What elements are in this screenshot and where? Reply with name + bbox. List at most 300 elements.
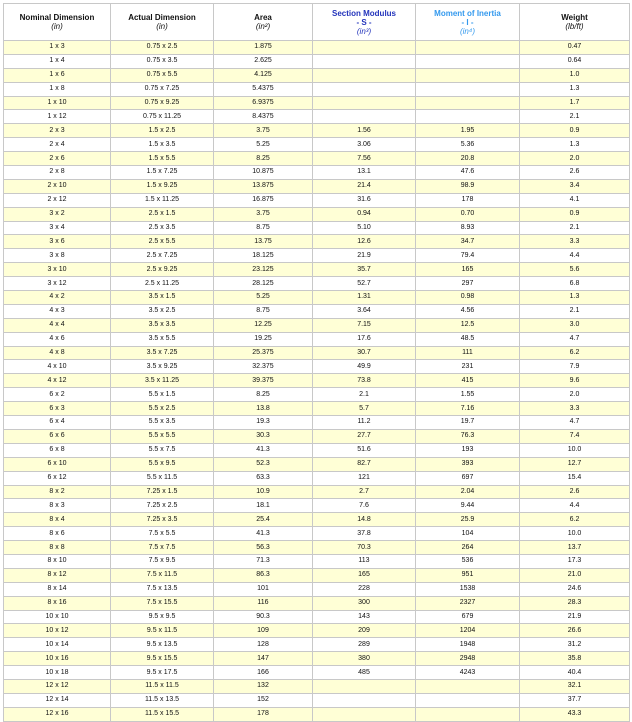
nominal-cell: 10 x 14 <box>4 638 111 652</box>
section-modulus-cell: 113 <box>313 554 416 568</box>
weight-cell: 31.2 <box>520 638 630 652</box>
actual-cell: 7.25 x 2.5 <box>111 499 214 513</box>
table-row <box>4 152 630 166</box>
weight-cell: 0.9 <box>520 124 630 138</box>
area-cell: 3.75 <box>214 207 313 221</box>
column-header-title: Section Modulus <box>332 8 396 18</box>
table-header <box>4 4 630 41</box>
section-modulus-cell <box>313 693 416 707</box>
nominal-cell: 10 x 12 <box>4 624 111 638</box>
column-header-area <box>214 4 313 41</box>
nominal-cell: 8 x 6 <box>4 527 111 541</box>
nominal-cell: 2 x 8 <box>4 166 111 180</box>
nominal-cell: 12 x 16 <box>4 707 111 721</box>
column-header-title: Actual Dimension <box>128 13 196 22</box>
moment-of-inertia-cell: 98.9 <box>416 179 520 193</box>
actual-cell: 7.5 x 13.5 <box>111 582 214 596</box>
nominal-cell: 6 x 12 <box>4 471 111 485</box>
nominal-cell: 3 x 8 <box>4 249 111 263</box>
actual-cell: 2.5 x 9.25 <box>111 263 214 277</box>
nominal-cell: 8 x 14 <box>4 582 111 596</box>
section-modulus-cell: 143 <box>313 610 416 624</box>
actual-cell: 5.5 x 11.5 <box>111 471 214 485</box>
moment-of-inertia-cell: 104 <box>416 527 520 541</box>
area-cell: 2.625 <box>214 54 313 68</box>
moment-of-inertia-cell: 0.70 <box>416 207 520 221</box>
table-row <box>4 221 630 235</box>
area-cell: 18.1 <box>214 499 313 513</box>
actual-cell: 3.5 x 7.25 <box>111 346 214 360</box>
nominal-cell: 1 x 3 <box>4 41 111 55</box>
area-cell: 13.75 <box>214 235 313 249</box>
actual-cell: 3.5 x 1.5 <box>111 291 214 305</box>
actual-cell: 3.5 x 9.25 <box>111 360 214 374</box>
nominal-cell: 4 x 12 <box>4 374 111 388</box>
area-cell: 166 <box>214 666 313 680</box>
actual-cell: 9.5 x 11.5 <box>111 624 214 638</box>
section-modulus-cell: 31.6 <box>313 193 416 207</box>
weight-cell: 4.4 <box>520 499 630 513</box>
weight-cell: 0.64 <box>520 54 630 68</box>
area-cell: 52.3 <box>214 457 313 471</box>
section-modulus-cell: 27.7 <box>313 429 416 443</box>
actual-cell: 7.5 x 5.5 <box>111 527 214 541</box>
actual-cell: 0.75 x 11.25 <box>111 110 214 124</box>
actual-cell: 7.25 x 3.5 <box>111 513 214 527</box>
actual-cell: 0.75 x 5.5 <box>111 68 214 82</box>
table-row <box>4 304 630 318</box>
weight-cell: 1.7 <box>520 96 630 110</box>
area-cell: 10.875 <box>214 166 313 180</box>
actual-cell: 2.5 x 3.5 <box>111 221 214 235</box>
weight-cell: 32.1 <box>520 679 630 693</box>
moment-of-inertia-cell: 536 <box>416 554 520 568</box>
weight-cell: 4.1 <box>520 193 630 207</box>
table-row <box>4 679 630 693</box>
actual-cell: 5.5 x 9.5 <box>111 457 214 471</box>
nominal-cell: 1 x 10 <box>4 96 111 110</box>
moment-of-inertia-cell <box>416 54 520 68</box>
nominal-cell: 10 x 10 <box>4 610 111 624</box>
table-row <box>4 277 630 291</box>
area-cell: 116 <box>214 596 313 610</box>
actual-cell: 1.5 x 5.5 <box>111 152 214 166</box>
actual-cell: 3.5 x 5.5 <box>111 332 214 346</box>
actual-cell: 3.5 x 11.25 <box>111 374 214 388</box>
table-row <box>4 179 630 193</box>
column-header-weight <box>520 4 630 41</box>
section-modulus-cell: 300 <box>313 596 416 610</box>
table-row <box>4 499 630 513</box>
table-row <box>4 652 630 666</box>
section-modulus-cell: 485 <box>313 666 416 680</box>
moment-of-inertia-cell <box>416 679 520 693</box>
weight-cell: 3.3 <box>520 235 630 249</box>
nominal-cell: 4 x 2 <box>4 291 111 305</box>
weight-cell: 9.6 <box>520 374 630 388</box>
weight-cell: 12.7 <box>520 457 630 471</box>
moment-of-inertia-cell <box>416 110 520 124</box>
actual-cell: 2.5 x 11.25 <box>111 277 214 291</box>
area-cell: 25.375 <box>214 346 313 360</box>
moment-of-inertia-cell: 4243 <box>416 666 520 680</box>
actual-cell: 7.25 x 1.5 <box>111 485 214 499</box>
actual-cell: 9.5 x 13.5 <box>111 638 214 652</box>
nominal-cell: 10 x 16 <box>4 652 111 666</box>
actual-cell: 3.5 x 3.5 <box>111 318 214 332</box>
weight-cell: 24.6 <box>520 582 630 596</box>
nominal-cell: 2 x 3 <box>4 124 111 138</box>
actual-cell: 7.5 x 15.5 <box>111 596 214 610</box>
table-row <box>4 416 630 430</box>
actual-cell: 9.5 x 17.5 <box>111 666 214 680</box>
nominal-cell: 6 x 2 <box>4 388 111 402</box>
area-cell: 13.875 <box>214 179 313 193</box>
moment-of-inertia-cell: 0.98 <box>416 291 520 305</box>
actual-cell: 1.5 x 2.5 <box>111 124 214 138</box>
moment-of-inertia-cell: 19.7 <box>416 416 520 430</box>
section-modulus-cell <box>313 707 416 721</box>
actual-cell: 1.5 x 9.25 <box>111 179 214 193</box>
section-modulus-cell: 21.9 <box>313 249 416 263</box>
actual-cell: 11.5 x 11.5 <box>111 679 214 693</box>
actual-cell: 1.5 x 11.25 <box>111 193 214 207</box>
column-header-nominal-dimension <box>4 4 111 41</box>
table-row <box>4 68 630 82</box>
nominal-cell: 6 x 8 <box>4 443 111 457</box>
nominal-cell: 3 x 4 <box>4 221 111 235</box>
column-header-unit: (in) <box>51 22 63 31</box>
nominal-cell: 8 x 4 <box>4 513 111 527</box>
area-cell: 132 <box>214 679 313 693</box>
area-cell: 1.875 <box>214 41 313 55</box>
moment-of-inertia-cell: 12.5 <box>416 318 520 332</box>
actual-cell: 2.5 x 1.5 <box>111 207 214 221</box>
weight-cell: 26.6 <box>520 624 630 638</box>
section-modulus-cell: 35.7 <box>313 263 416 277</box>
nominal-cell: 2 x 10 <box>4 179 111 193</box>
area-cell: 12.25 <box>214 318 313 332</box>
actual-cell: 7.5 x 7.5 <box>111 541 214 555</box>
weight-cell: 35.8 <box>520 652 630 666</box>
weight-cell: 2.1 <box>520 304 630 318</box>
section-modulus-cell: 49.9 <box>313 360 416 374</box>
area-cell: 32.375 <box>214 360 313 374</box>
section-modulus-cell <box>313 41 416 55</box>
table-row <box>4 82 630 96</box>
moment-of-inertia-cell: 264 <box>416 541 520 555</box>
area-cell: 5.25 <box>214 138 313 152</box>
moment-of-inertia-cell: 2327 <box>416 596 520 610</box>
weight-cell: 21.0 <box>520 568 630 582</box>
table-row <box>4 596 630 610</box>
weight-cell: 17.3 <box>520 554 630 568</box>
table-row <box>4 457 630 471</box>
weight-cell: 2.1 <box>520 110 630 124</box>
actual-cell: 0.75 x 3.5 <box>111 54 214 68</box>
table-row <box>4 485 630 499</box>
table-row <box>4 541 630 555</box>
actual-cell: 3.5 x 2.5 <box>111 304 214 318</box>
column-header-actual-dimension <box>111 4 214 41</box>
actual-cell: 0.75 x 2.5 <box>111 41 214 55</box>
table-row <box>4 318 630 332</box>
nominal-cell: 8 x 3 <box>4 499 111 513</box>
area-cell: 109 <box>214 624 313 638</box>
table-row <box>4 554 630 568</box>
weight-cell: 10.0 <box>520 527 630 541</box>
table-row <box>4 124 630 138</box>
table-row <box>4 166 630 180</box>
moment-of-inertia-cell: 679 <box>416 610 520 624</box>
section-modulus-cell <box>313 110 416 124</box>
section-modulus-cell: 165 <box>313 568 416 582</box>
section-modulus-cell: 70.3 <box>313 541 416 555</box>
moment-of-inertia-cell: 7.16 <box>416 402 520 416</box>
area-cell: 3.75 <box>214 124 313 138</box>
weight-cell: 5.6 <box>520 263 630 277</box>
moment-of-inertia-cell: 393 <box>416 457 520 471</box>
table-row <box>4 471 630 485</box>
nominal-cell: 10 x 18 <box>4 666 111 680</box>
area-cell: 8.75 <box>214 221 313 235</box>
actual-cell: 2.5 x 5.5 <box>111 235 214 249</box>
section-modulus-cell: 37.8 <box>313 527 416 541</box>
weight-cell: 6.2 <box>520 346 630 360</box>
actual-cell: 5.5 x 7.5 <box>111 443 214 457</box>
moment-of-inertia-cell: 297 <box>416 277 520 291</box>
table-row <box>4 110 630 124</box>
table-row <box>4 193 630 207</box>
moment-of-inertia-cell <box>416 707 520 721</box>
area-cell: 6.9375 <box>214 96 313 110</box>
table-row <box>4 443 630 457</box>
weight-cell: 1.0 <box>520 68 630 82</box>
section-modulus-cell <box>313 82 416 96</box>
weight-cell: 3.3 <box>520 402 630 416</box>
area-cell: 128 <box>214 638 313 652</box>
nominal-cell: 2 x 6 <box>4 152 111 166</box>
nominal-cell: 12 x 12 <box>4 679 111 693</box>
section-modulus-cell: 21.4 <box>313 179 416 193</box>
section-modulus-cell: 11.2 <box>313 416 416 430</box>
area-cell: 13.8 <box>214 402 313 416</box>
area-cell: 8.4375 <box>214 110 313 124</box>
section-modulus-cell: 7.56 <box>313 152 416 166</box>
area-cell: 4.125 <box>214 68 313 82</box>
table-row <box>4 429 630 443</box>
column-header-title: Area <box>254 13 272 22</box>
moment-of-inertia-cell: 1.95 <box>416 124 520 138</box>
nominal-cell: 2 x 12 <box>4 193 111 207</box>
column-header-title: Moment of Inertia <box>434 8 501 18</box>
area-cell: 28.125 <box>214 277 313 291</box>
weight-cell: 3.0 <box>520 318 630 332</box>
area-cell: 147 <box>214 652 313 666</box>
nominal-cell: 6 x 3 <box>4 402 111 416</box>
weight-cell: 13.7 <box>520 541 630 555</box>
moment-of-inertia-cell: 20.8 <box>416 152 520 166</box>
moment-of-inertia-cell: 2.04 <box>416 485 520 499</box>
section-modulus-cell: 2.7 <box>313 485 416 499</box>
table-row <box>4 346 630 360</box>
table-row <box>4 332 630 346</box>
column-header-title: Weight <box>561 13 588 22</box>
moment-of-inertia-cell: 165 <box>416 263 520 277</box>
table-row <box>4 249 630 263</box>
area-cell: 5.4375 <box>214 82 313 96</box>
weight-cell: 4.7 <box>520 416 630 430</box>
actual-cell: 5.5 x 2.5 <box>111 402 214 416</box>
table-row <box>4 568 630 582</box>
area-cell: 39.375 <box>214 374 313 388</box>
area-cell: 90.3 <box>214 610 313 624</box>
actual-cell: 5.5 x 1.5 <box>111 388 214 402</box>
moment-of-inertia-cell: 1538 <box>416 582 520 596</box>
nominal-cell: 8 x 12 <box>4 568 111 582</box>
section-modulus-cell: 5.7 <box>313 402 416 416</box>
actual-cell: 1.5 x 7.25 <box>111 166 214 180</box>
nominal-cell: 2 x 4 <box>4 138 111 152</box>
section-modulus-cell: 380 <box>313 652 416 666</box>
weight-cell: 37.7 <box>520 693 630 707</box>
column-header-unit: (in²) <box>255 22 271 31</box>
moment-of-inertia-cell: 76.3 <box>416 429 520 443</box>
section-modulus-cell: 1.31 <box>313 291 416 305</box>
moment-of-inertia-cell: 5.36 <box>416 138 520 152</box>
area-cell: 19.25 <box>214 332 313 346</box>
table-row <box>4 513 630 527</box>
moment-of-inertia-cell: 178 <box>416 193 520 207</box>
area-cell: 8.75 <box>214 304 313 318</box>
section-modulus-cell: 13.1 <box>313 166 416 180</box>
weight-cell: 28.3 <box>520 596 630 610</box>
section-modulus-cell: 14.8 <box>313 513 416 527</box>
weight-cell: 43.3 <box>520 707 630 721</box>
weight-cell: 2.1 <box>520 221 630 235</box>
nominal-cell: 8 x 2 <box>4 485 111 499</box>
column-header-symbol: - S - <box>356 17 372 27</box>
section-modulus-cell <box>313 68 416 82</box>
moment-of-inertia-cell: 9.44 <box>416 499 520 513</box>
moment-of-inertia-cell: 34.7 <box>416 235 520 249</box>
section-modulus-cell: 73.8 <box>313 374 416 388</box>
weight-cell: 2.0 <box>520 388 630 402</box>
column-header-title: Nominal Dimension <box>19 13 95 22</box>
column-header-unit: (in) <box>156 22 168 31</box>
weight-cell: 6.2 <box>520 513 630 527</box>
moment-of-inertia-cell: 231 <box>416 360 520 374</box>
table-row <box>4 235 630 249</box>
table-row <box>4 41 630 55</box>
actual-cell: 0.75 x 9.25 <box>111 96 214 110</box>
moment-of-inertia-cell <box>416 68 520 82</box>
moment-of-inertia-cell <box>416 693 520 707</box>
area-cell: 152 <box>214 693 313 707</box>
nominal-cell: 3 x 2 <box>4 207 111 221</box>
nominal-cell: 3 x 10 <box>4 263 111 277</box>
nominal-cell: 1 x 4 <box>4 54 111 68</box>
section-modulus-cell: 0.94 <box>313 207 416 221</box>
section-modulus-cell <box>313 96 416 110</box>
section-modulus-cell: 289 <box>313 638 416 652</box>
moment-of-inertia-cell <box>416 41 520 55</box>
moment-of-inertia-cell: 25.9 <box>416 513 520 527</box>
nominal-cell: 6 x 6 <box>4 429 111 443</box>
moment-of-inertia-cell: 47.6 <box>416 166 520 180</box>
nominal-cell: 8 x 8 <box>4 541 111 555</box>
actual-cell: 2.5 x 7.25 <box>111 249 214 263</box>
section-modulus-cell: 228 <box>313 582 416 596</box>
moment-of-inertia-cell <box>416 96 520 110</box>
weight-cell: 2.0 <box>520 152 630 166</box>
section-modulus-cell: 209 <box>313 624 416 638</box>
section-modulus-cell: 1.56 <box>313 124 416 138</box>
section-modulus-cell <box>313 54 416 68</box>
moment-of-inertia-cell: 1948 <box>416 638 520 652</box>
weight-cell: 21.9 <box>520 610 630 624</box>
column-header-unit: (in³) <box>356 26 372 36</box>
area-cell: 23.125 <box>214 263 313 277</box>
nominal-cell: 3 x 12 <box>4 277 111 291</box>
moment-of-inertia-cell: 4.56 <box>416 304 520 318</box>
area-cell: 5.25 <box>214 291 313 305</box>
moment-of-inertia-cell: 79.4 <box>416 249 520 263</box>
weight-cell: 0.47 <box>520 41 630 55</box>
moment-of-inertia-cell: 111 <box>416 346 520 360</box>
section-modulus-cell: 5.10 <box>313 221 416 235</box>
table-row <box>4 207 630 221</box>
weight-cell: 3.4 <box>520 179 630 193</box>
actual-cell: 5.5 x 5.5 <box>111 429 214 443</box>
column-header-section-modulus <box>313 4 416 41</box>
area-cell: 25.4 <box>214 513 313 527</box>
area-cell: 101 <box>214 582 313 596</box>
weight-cell: 4.4 <box>520 249 630 263</box>
table-row <box>4 54 630 68</box>
actual-cell: 9.5 x 15.5 <box>111 652 214 666</box>
moment-of-inertia-cell: 2948 <box>416 652 520 666</box>
table-row <box>4 610 630 624</box>
table-row <box>4 388 630 402</box>
nominal-cell: 1 x 6 <box>4 68 111 82</box>
section-modulus-cell: 82.7 <box>313 457 416 471</box>
nominal-cell: 4 x 6 <box>4 332 111 346</box>
nominal-cell: 4 x 3 <box>4 304 111 318</box>
area-cell: 41.3 <box>214 443 313 457</box>
area-cell: 30.3 <box>214 429 313 443</box>
column-header-symbol: - I - <box>461 17 474 27</box>
moment-of-inertia-cell: 8.93 <box>416 221 520 235</box>
area-cell: 16.875 <box>214 193 313 207</box>
table-row <box>4 360 630 374</box>
area-cell: 63.3 <box>214 471 313 485</box>
table-row <box>4 582 630 596</box>
weight-cell: 15.4 <box>520 471 630 485</box>
section-modulus-cell: 17.6 <box>313 332 416 346</box>
weight-cell: 6.8 <box>520 277 630 291</box>
actual-cell: 7.5 x 9.5 <box>111 554 214 568</box>
column-header-moment-of-inertia <box>416 4 520 41</box>
weight-cell: 0.9 <box>520 207 630 221</box>
weight-cell: 1.3 <box>520 138 630 152</box>
table-row <box>4 707 630 721</box>
table-row <box>4 96 630 110</box>
header-row <box>4 4 630 41</box>
area-cell: 41.3 <box>214 527 313 541</box>
area-cell: 10.9 <box>214 485 313 499</box>
lumber-dimensions-table <box>3 3 630 722</box>
